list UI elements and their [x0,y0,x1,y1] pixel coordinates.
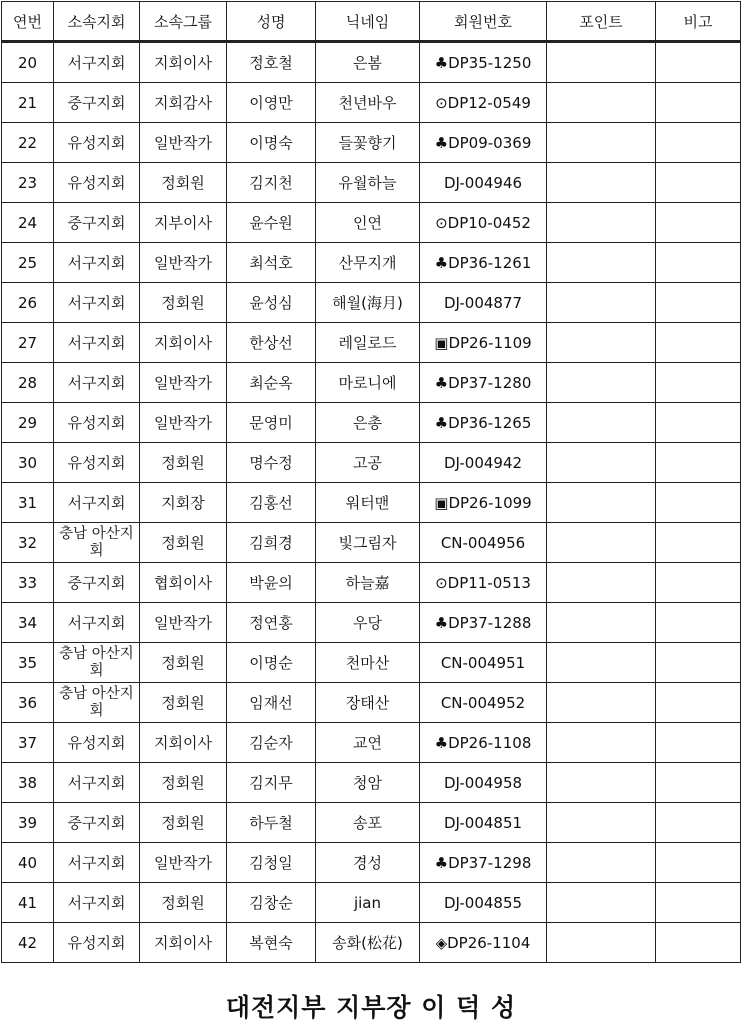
cell-member-id: ♣DP37-1280 [420,363,547,403]
cell-points [547,843,656,883]
cell-nickname: 빛그림자 [316,523,420,563]
cell-branch: 충남 아산지회 [54,683,140,723]
cell-index: 37 [2,723,54,763]
table-row [2,683,741,723]
cell-points [547,803,656,843]
cell-name: 하두철 [227,803,316,843]
cell-branch: 중구지회 [54,203,140,243]
cell-points [547,123,656,163]
cell-nickname: 장태산 [316,683,420,723]
cell-group: 정회원 [140,803,227,843]
cell-points [547,363,656,403]
cell-branch: 유성지회 [54,443,140,483]
cell-remarks [656,83,741,123]
cell-group: 지회이사 [140,723,227,763]
cell-group: 정회원 [140,163,227,203]
cell-group: 지회이사 [140,42,227,83]
cell-remarks [656,363,741,403]
cell-index: 20 [2,42,54,83]
cell-index: 31 [2,483,54,523]
cell-remarks [656,883,741,923]
cell-index: 25 [2,243,54,283]
cell-branch: 서구지회 [54,323,140,363]
table-row [2,843,741,883]
cell-remarks [656,42,741,83]
cell-branch: 서구지회 [54,42,140,83]
cell-remarks [656,123,741,163]
cell-member-id: ♣DP37-1298 [420,843,547,883]
member-roster-table [1,1,741,963]
cell-group: 지회이사 [140,323,227,363]
cell-name: 명수정 [227,443,316,483]
cell-member-id: ⊙DP12-0549 [420,83,547,123]
cell-points [547,403,656,443]
table-row [2,283,741,323]
cell-nickname: 유월하늘 [316,163,420,203]
cell-remarks [656,803,741,843]
cell-index: 23 [2,163,54,203]
cell-points [547,42,656,83]
header-index: 연번 [2,2,54,42]
cell-branch: 서구지회 [54,603,140,643]
cell-name: 정연홍 [227,603,316,643]
cell-remarks [656,843,741,883]
header-row [2,2,741,42]
cell-group: 일반작가 [140,243,227,283]
cell-member-id: ♣DP35-1250 [420,42,547,83]
cell-member-id: DJ-004877 [420,283,547,323]
cell-name: 김지천 [227,163,316,203]
cell-member-id: CN-004956 [420,523,547,563]
cell-remarks [656,283,741,323]
cell-name: 김창순 [227,883,316,923]
cell-name: 윤수원 [227,203,316,243]
cell-member-id: DJ-004946 [420,163,547,203]
cell-group: 정회원 [140,443,227,483]
cell-group: 정회원 [140,883,227,923]
cell-index: 33 [2,563,54,603]
header-points: 포인트 [547,2,656,42]
cell-points [547,883,656,923]
cell-member-id: DJ-004851 [420,803,547,843]
cell-group: 일반작가 [140,123,227,163]
table-row [2,803,741,843]
cell-remarks [656,323,741,363]
cell-points [547,763,656,803]
cell-branch: 충남 아산지회 [54,523,140,563]
cell-branch: 중구지회 [54,83,140,123]
table-row [2,763,741,803]
cell-points [547,603,656,643]
cell-nickname: 마로니에 [316,363,420,403]
table-row [2,163,741,203]
table-row [2,403,741,443]
cell-member-id: DJ-004942 [420,443,547,483]
cell-branch: 서구지회 [54,763,140,803]
cell-points [547,723,656,763]
cell-remarks [656,563,741,603]
cell-remarks [656,483,741,523]
table-row [2,483,741,523]
cell-nickname: 은총 [316,403,420,443]
cell-member-id: CN-004952 [420,683,547,723]
cell-branch: 서구지회 [54,243,140,283]
cell-points [547,923,656,963]
cell-branch: 유성지회 [54,923,140,963]
cell-group: 지회감사 [140,83,227,123]
cell-index: 32 [2,523,54,563]
cell-points [547,563,656,603]
cell-points [547,483,656,523]
table-row [2,323,741,363]
table-row [2,363,741,403]
cell-remarks [656,603,741,643]
table-row [2,83,741,123]
cell-remarks [656,643,741,683]
cell-points [547,243,656,283]
cell-nickname: 경성 [316,843,420,883]
table-row [2,443,741,483]
cell-name: 최순옥 [227,363,316,403]
cell-nickname: jian [316,883,420,923]
cell-remarks [656,723,741,763]
cell-member-id: CN-004951 [420,643,547,683]
cell-member-id: DJ-004958 [420,763,547,803]
cell-index: 30 [2,443,54,483]
cell-name: 문영미 [227,403,316,443]
cell-remarks [656,163,741,203]
table-row [2,923,741,963]
cell-index: 40 [2,843,54,883]
cell-branch: 충남 아산지회 [54,643,140,683]
cell-nickname: 산무지개 [316,243,420,283]
cell-name: 박윤의 [227,563,316,603]
cell-member-id: ⊙DP11-0513 [420,563,547,603]
cell-branch: 서구지회 [54,483,140,523]
cell-points [547,683,656,723]
cell-name: 한상선 [227,323,316,363]
cell-group: 정회원 [140,763,227,803]
cell-index: 26 [2,283,54,323]
cell-group: 일반작가 [140,403,227,443]
cell-index: 42 [2,923,54,963]
cell-name: 윤성심 [227,283,316,323]
cell-name: 임재선 [227,683,316,723]
cell-group: 정회원 [140,683,227,723]
cell-group: 일반작가 [140,843,227,883]
cell-branch: 서구지회 [54,283,140,323]
table-row [2,523,741,563]
cell-index: 24 [2,203,54,243]
cell-index: 29 [2,403,54,443]
cell-branch: 중구지회 [54,803,140,843]
header-nickname: 닉네임 [316,2,420,42]
cell-member-id: DJ-004855 [420,883,547,923]
cell-nickname: 천년바우 [316,83,420,123]
cell-index: 34 [2,603,54,643]
cell-index: 38 [2,763,54,803]
cell-group: 지부이사 [140,203,227,243]
cell-name: 이영만 [227,83,316,123]
cell-name: 최석호 [227,243,316,283]
cell-member-id: ▣DP26-1109 [420,323,547,363]
cell-points [547,283,656,323]
cell-points [547,443,656,483]
table-row [2,643,741,683]
cell-nickname: 워터맨 [316,483,420,523]
cell-points [547,323,656,363]
cell-member-id: ◈DP26-1104 [420,923,547,963]
table-row [2,603,741,643]
cell-member-id: ▣DP26-1099 [420,483,547,523]
table-row [2,243,741,283]
cell-points [547,163,656,203]
table-row [2,563,741,603]
header-branch: 소속지회 [54,2,140,42]
cell-name: 이명순 [227,643,316,683]
header-member-id: 회원번호 [420,2,547,42]
cell-index: 41 [2,883,54,923]
cell-points [547,643,656,683]
cell-name: 김지무 [227,763,316,803]
cell-name: 김홍선 [227,483,316,523]
cell-nickname: 들꽃향기 [316,123,420,163]
cell-branch: 중구지회 [54,563,140,603]
table-row [2,883,741,923]
cell-nickname: 우당 [316,603,420,643]
cell-index: 35 [2,643,54,683]
cell-nickname: 레일로드 [316,323,420,363]
cell-index: 28 [2,363,54,403]
cell-branch: 서구지회 [54,363,140,403]
cell-nickname: 인연 [316,203,420,243]
cell-member-id: ⊙DP10-0452 [420,203,547,243]
cell-points [547,523,656,563]
cell-name: 정호철 [227,42,316,83]
cell-index: 36 [2,683,54,723]
table-row [2,123,741,163]
table-body [2,42,741,963]
cell-member-id: ♣DP26-1108 [420,723,547,763]
cell-index: 22 [2,123,54,163]
cell-nickname: 교연 [316,723,420,763]
cell-branch: 유성지회 [54,723,140,763]
cell-group: 일반작가 [140,603,227,643]
table-row [2,42,741,83]
header-group: 소속그룹 [140,2,227,42]
cell-nickname: 하늘嘉 [316,563,420,603]
cell-branch: 서구지회 [54,843,140,883]
cell-member-id: ♣DP36-1265 [420,403,547,443]
cell-branch: 유성지회 [54,163,140,203]
cell-remarks [656,443,741,483]
header-name: 성명 [227,2,316,42]
cell-remarks [656,923,741,963]
cell-nickname: 천마산 [316,643,420,683]
cell-member-id: ♣DP37-1288 [420,603,547,643]
cell-points [547,203,656,243]
cell-points [547,83,656,123]
signature-line: 대전지부 지부장 이 덕 성 [225,993,517,1022]
cell-member-id: ♣DP36-1261 [420,243,547,283]
header-remarks: 비고 [656,2,741,42]
cell-nickname: 고공 [316,443,420,483]
table-row [2,723,741,763]
cell-nickname: 송포 [316,803,420,843]
cell-group: 일반작가 [140,363,227,403]
cell-branch: 서구지회 [54,883,140,923]
cell-group: 협회이사 [140,563,227,603]
cell-group: 정회원 [140,523,227,563]
cell-remarks [656,683,741,723]
cell-name: 김순자 [227,723,316,763]
cell-nickname: 송화(松花) [316,923,420,963]
cell-index: 39 [2,803,54,843]
table-header [2,2,741,42]
cell-branch: 유성지회 [54,123,140,163]
cell-name: 김희경 [227,523,316,563]
cell-nickname: 청암 [316,763,420,803]
cell-nickname: 은봄 [316,42,420,83]
cell-remarks [656,243,741,283]
cell-name: 이명숙 [227,123,316,163]
cell-remarks [656,763,741,803]
cell-index: 21 [2,83,54,123]
cell-member-id: ♣DP09-0369 [420,123,547,163]
cell-remarks [656,523,741,563]
cell-branch: 유성지회 [54,403,140,443]
cell-remarks [656,203,741,243]
cell-name: 복현숙 [227,923,316,963]
cell-nickname: 해월(海月) [316,283,420,323]
cell-name: 김청일 [227,843,316,883]
cell-index: 27 [2,323,54,363]
cell-group: 지회장 [140,483,227,523]
cell-group: 정회원 [140,283,227,323]
cell-group: 지회이사 [140,923,227,963]
cell-group: 정회원 [140,643,227,683]
table-row [2,203,741,243]
cell-remarks [656,403,741,443]
